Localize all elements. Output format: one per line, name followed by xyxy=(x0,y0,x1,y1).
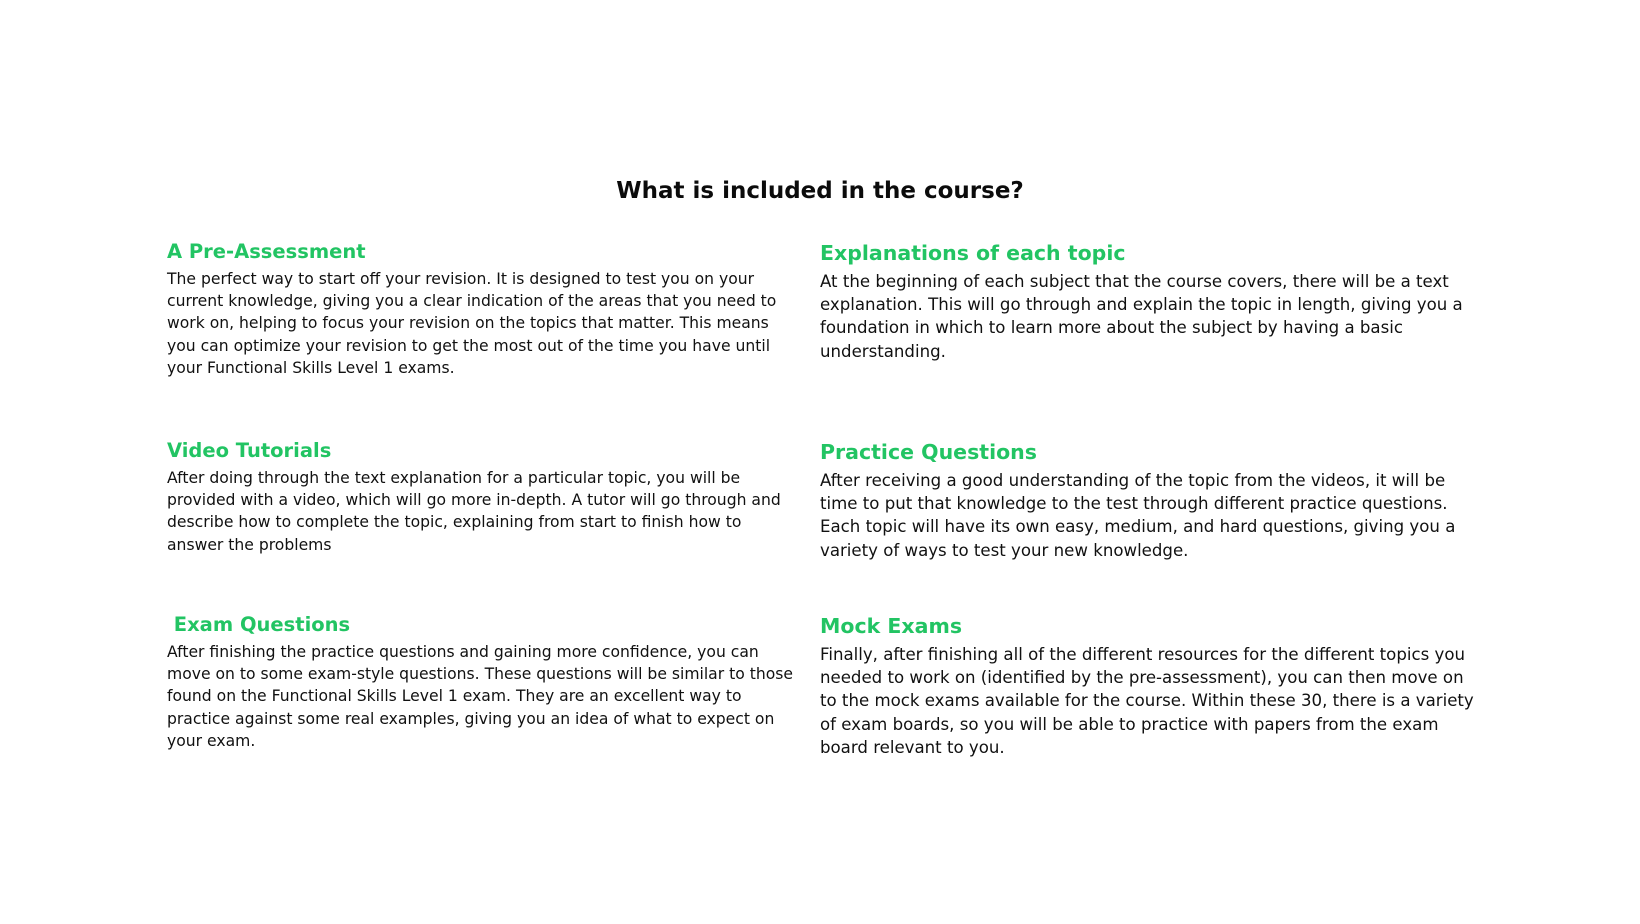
section-pre-assessment xyxy=(167,240,799,379)
section-heading: Exam Questions xyxy=(167,613,351,636)
section-body: At the beginning of each subject that the course covers, there will be a text explanation. This will go through and explain the topic in length, giving you a foundation in which to learn more about the subject by having a basic understanding. xyxy=(820,272,1463,361)
section-video-tutorials xyxy=(167,439,799,556)
section-heading: Practice Questions xyxy=(820,440,1037,464)
section-heading: A Pre-Assessment xyxy=(167,240,366,263)
section-exam-questions xyxy=(167,613,799,752)
section-practice-questions xyxy=(820,439,1480,562)
section-heading: Explanations of each topic xyxy=(820,241,1126,265)
section-mock-exams xyxy=(820,613,1480,759)
section-heading: Video Tutorials xyxy=(167,439,332,462)
section-body: The perfect way to start off your revision. It is designed to test you on your current knowledge, giving you a clear indication of the areas that you need to work on, helping to focus your revision on the topics that matter. This means you can optimize your revision to get the most out of the time you have until your Functional Skills Level 1 exams. xyxy=(167,270,777,377)
section-body: Finally, after finishing all of the different resources for the different topics you needed to work on (identified by the pre-assessment), you can then move on to the mock exams available for the course. Within these 30, there is a variety of exam boards, so you will be able to practice with papers from the exam board relevant to you. xyxy=(820,645,1474,757)
page-title: What is included in the course? xyxy=(616,178,1024,204)
section-explanations xyxy=(820,240,1480,363)
section-body: After finishing the practice questions and gaining more confidence, you can move on to some exam-style questions. These questions will be similar to those found on the Functional Skills Level 1 exam. They are an excellent way to practice against some real examples, giving you an idea of what to expect on your exam. xyxy=(167,643,793,750)
section-heading: Mock Exams xyxy=(820,614,963,638)
section-body: After doing through the text explanation for a particular topic, you will be provided with a video, which will go more in-depth. A tutor will go through and describe how to complete the topic, explaining from start to finish how to answer the problems xyxy=(167,469,781,554)
section-body: After receiving a good understanding of the topic from the videos, it will be time to put that knowledge to the test through different practice questions. Each topic will have its own easy, medium, and hard questions, giving you a variety of ways to test your new knowledge. xyxy=(820,471,1456,560)
